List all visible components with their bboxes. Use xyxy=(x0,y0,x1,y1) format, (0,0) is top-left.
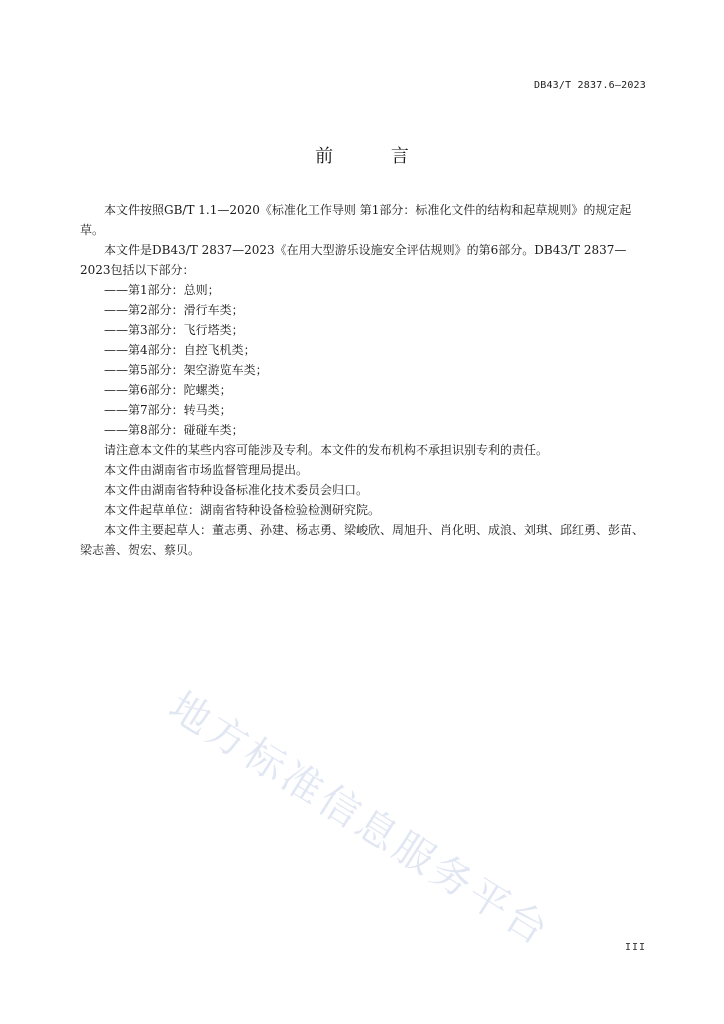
list-item-part-8: ——第8部分：碰碰车类； xyxy=(104,423,244,437)
list-item-part-4: ——第4部分：自控飞机类； xyxy=(104,343,256,357)
paragraph-part-info: 本文件是DB43/T 2837—2023《在用大型游乐设施安全评估规则》的第6部分。DB43/T 2837—2023包括以下部分： xyxy=(80,243,627,277)
list-item-part-2: ——第2部分：滑行车类； xyxy=(104,303,244,317)
paragraph-drafting-basis: 本文件按照GB/T 1.1—2020《标准化工作导则 第1部分：标准化文件的结构和起草规则》的规定起草。 xyxy=(80,203,632,237)
page-number: III xyxy=(624,942,646,953)
paragraph-committee: 本文件由湖南省特种设备标准化技术委员会归口。 xyxy=(104,483,369,497)
list-item-part-7: ——第7部分：转马类； xyxy=(104,403,232,417)
paragraph-drafting-unit: 本文件起草单位：湖南省特种设备检验检测研究院。 xyxy=(104,503,381,517)
document-code: DB43/T 2837.6—2023 xyxy=(534,80,646,91)
paragraph-drafters: 本文件主要起草人：董志勇、孙建、杨志勇、梁峻欣、周旭升、肖化明、成浪、刘琪、邱红勇、彭苗、梁志善、贺宏、蔡贝。 xyxy=(80,523,645,557)
list-item-part-3: ——第3部分：飞行塔类； xyxy=(104,323,244,337)
watermark-text: 地方标准信息服务平台 xyxy=(160,683,559,956)
paragraph-patent-notice: 请注意本文件的某些内容可能涉及专利。本文件的发布机构不承担识别专利的责任。 xyxy=(104,443,549,457)
list-item-part-1: ——第1部分：总则； xyxy=(104,283,220,297)
foreword-body xyxy=(80,200,648,560)
paragraph-proposer: 本文件由湖南省市场监督管理局提出。 xyxy=(104,463,309,477)
list-item-part-6: ——第6部分：陀螺类； xyxy=(104,383,232,397)
section-title: 前 言 xyxy=(315,146,435,167)
list-item-part-5: ——第5部分：架空游览车类； xyxy=(104,363,268,377)
